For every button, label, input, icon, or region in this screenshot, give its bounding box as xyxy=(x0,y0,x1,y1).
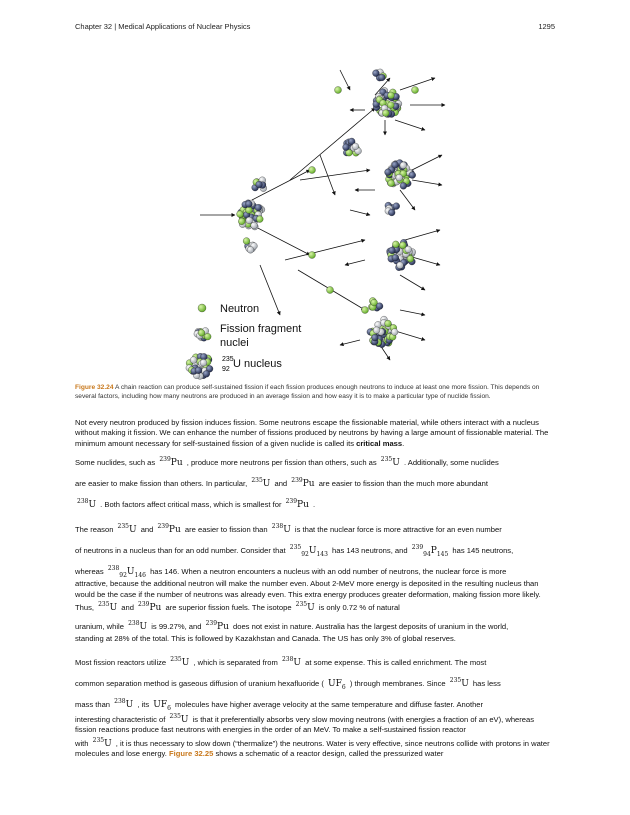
figure-caption xyxy=(75,384,555,401)
chapter-title: Chapter 32 | Medical Applications of Nuclear Physics xyxy=(75,22,251,31)
neutron-path-arrow xyxy=(340,340,360,345)
paragraph-1: Not every neutron produced by fission induces fission. Some neutrons escape the fissionable material, while others interact with a nucleus without making it fission. We can enhance the number of fissions produced by neutrons by having a large amount of fissionable material. The minimum amount necessary for self-sustained fission of a given nuclide is called its critical mass. Some nuclides, such as $^{239}$Pu , produce more neutrons per fission than others, such as $^{235}$U . Additionally, some nuclides are easier to make fission than others. In particular, $^{235}$U and $^{239}$Pu are easier to fission than the much more abundant $^{238}$U . Both factors affect critical mass, which is smallest for $^{239}$Pu . xyxy=(75,418,549,511)
nucleon xyxy=(391,329,398,336)
nucleon xyxy=(203,370,210,377)
neutron-path-arrow xyxy=(405,230,440,240)
nucleon xyxy=(352,143,359,150)
nuclei-layer xyxy=(237,69,419,348)
legend-neutron-icon xyxy=(198,304,206,312)
nucleon xyxy=(204,333,211,340)
nucleon xyxy=(409,172,416,179)
nucleon xyxy=(399,242,406,249)
nucleon xyxy=(385,169,392,176)
uranium-nucleus xyxy=(367,316,398,348)
uranium-nucleus xyxy=(237,200,265,230)
neutron xyxy=(362,307,369,314)
fission-fragment xyxy=(385,202,400,216)
neutron-path-arrow xyxy=(260,265,280,315)
neutron-path-arrow xyxy=(340,70,350,90)
neutron-path-arrow xyxy=(400,275,425,290)
neutron-path-arrow xyxy=(252,225,310,255)
nucleon xyxy=(392,241,399,248)
nucleon xyxy=(392,162,399,169)
legend-neutron-label: Neutron xyxy=(220,303,260,315)
neutron xyxy=(309,167,316,174)
nucleon xyxy=(246,217,253,224)
paragraph-2: The reason $^{235}$U and $^{239}$Pu are easier to fission than $^{238}$U is that the nuclear force is more attractive for an even number of neutrons in a nucleus than for an odd number. Consider that $^{235}_{92}U_{143}$ has 143 neutrons, and $^{239}_{94}P_{145}$ has 145 neutrons, whereas $^{238}_{92}U_{146}$ has 146. When a neutron encounters a nucleus with an odd number of neutrons, the nuclear force is more attractive, because the additional neutron will make the number even. About 2-MeV more energy is deposited in the resulting nucleus than would be the case if the number of neutrons was already even. This extra energy produces greater deformation, making fission more likely. Thus, $^{235}$U and $^{239}$Pu are superior fission fuels. The isotope $^{235}$U is only 0.72 % of natural uranium, while $^{238}$U is 99.27%, and $^{239}$Pu does not exist in nature. Australia has the largest deposits of uranium in the world, standing at 28% of the total. This is followed by Kazakhstan and Canada. The US has only 3% of global reserves. xyxy=(75,523,541,644)
nucleon xyxy=(246,201,253,208)
legend-neutron-dot xyxy=(198,304,206,312)
neutron xyxy=(309,252,316,259)
nucleon xyxy=(256,216,263,223)
critical-mass-term: critical mass xyxy=(356,438,403,448)
neutron-path-arrow xyxy=(290,108,375,180)
nucleon xyxy=(388,92,395,99)
nucleon xyxy=(400,162,407,169)
legend-uranium-atomic: 92 xyxy=(222,366,230,373)
figure-32-25-link[interactable]: Figure 32.25 xyxy=(169,749,214,759)
nucleon xyxy=(376,303,383,310)
legend-uranium-label: U nucleus xyxy=(233,358,282,370)
caption-text: A chain reaction can produce self-sustained fission if each fission produces enough neutrons to induce at least one more fission. This depends on several factors, including how many neutrons are produced in an average fission and how easy it is to make a particular type of nuclide fission. xyxy=(75,384,540,400)
fission-fragment xyxy=(252,177,267,192)
nucleon xyxy=(251,222,258,229)
neutron-path-arrow xyxy=(400,190,415,210)
neutron xyxy=(335,87,342,94)
legend-fragment-label-2: nuclei xyxy=(220,337,249,349)
neutron-path-arrow xyxy=(350,210,370,215)
fission-fragment xyxy=(343,138,362,156)
nucleon xyxy=(198,329,205,336)
nucleon xyxy=(388,180,395,187)
uranium-nucleus xyxy=(387,239,416,270)
neutron xyxy=(327,287,334,294)
nucleon xyxy=(387,102,394,109)
nucleon xyxy=(343,144,350,151)
legend-fragment-icon xyxy=(194,328,211,342)
nucleon xyxy=(200,359,207,366)
nucleon xyxy=(379,74,386,81)
nucleon xyxy=(190,357,197,364)
nucleon xyxy=(397,262,404,269)
nucleon xyxy=(392,254,399,261)
nucleon xyxy=(393,203,400,210)
neutron-path-arrow xyxy=(345,260,365,265)
nucleon xyxy=(388,209,395,216)
uranium-nucleus xyxy=(385,160,416,190)
nucleon xyxy=(382,110,389,117)
body-text xyxy=(75,418,555,763)
nucleon xyxy=(238,218,245,225)
nucleon xyxy=(396,174,403,181)
neutron-path-arrow xyxy=(400,310,425,315)
legend-uranium-mass: 235 xyxy=(222,356,234,363)
legend-uranium-cluster xyxy=(186,353,213,379)
nucleon xyxy=(255,204,262,211)
nucleon xyxy=(373,70,380,77)
nucleon xyxy=(195,367,202,374)
figure-legend xyxy=(186,303,301,379)
fission-fragment xyxy=(373,69,387,81)
nucleon xyxy=(256,181,263,188)
legend-uranium-icon xyxy=(186,353,213,379)
nucleon xyxy=(389,247,396,254)
fission-fragment xyxy=(368,298,383,312)
neutron-path-arrow xyxy=(412,180,442,185)
nucleon xyxy=(405,246,412,253)
neutron xyxy=(412,87,419,94)
neutron-path-arrow xyxy=(285,240,365,260)
page-number: 1295 xyxy=(538,22,555,31)
nucleon xyxy=(237,211,244,218)
caption-label: Figure 32.24 xyxy=(75,384,114,391)
neutron-path-arrow xyxy=(412,155,442,170)
chain-reaction-figure xyxy=(170,60,480,380)
nucleon xyxy=(373,327,380,334)
nucleon xyxy=(400,183,407,190)
neutron-path-arrow xyxy=(395,120,425,130)
page-header xyxy=(75,22,555,34)
nucleon xyxy=(372,334,379,341)
paragraph-3: Most fission reactors utilize $^{235}$U , which is separated from $^{238}$U at some expense. This is called enrichment. The most common separation method is gaseous diffusion of uranium hexafluoride ( $UF_6$ ) through membranes. Since $^{235}$U has less mass than $^{238}$U , its $UF_6$ molecules have higher average velocity at the same temperature and diffuse faster. Another interesting characteristic of $^{235}$U is that it preferentially absorbs very slow moving neutrons (with energies a fraction of an eV), whereas fission reactions produce fast neutrons with energies in the order of an MeV. To make a self-sustained fission reactor with $^{235}$U , it is thus necessary to slow down (“thermalize”) the neutrons. Water is very effective, since neutrons collide with protons in water molecules and lose energy. Figure 32.25 shows a schematic of a reactor design, called the pressurized water xyxy=(75,655,550,759)
nucleon xyxy=(243,238,250,245)
nucleon xyxy=(385,320,392,327)
fission-fragment xyxy=(243,238,257,254)
nucleon xyxy=(247,246,254,253)
legend-fragment-label-1: Fission fragment xyxy=(220,323,302,335)
legend-fragment-cluster xyxy=(194,328,211,342)
